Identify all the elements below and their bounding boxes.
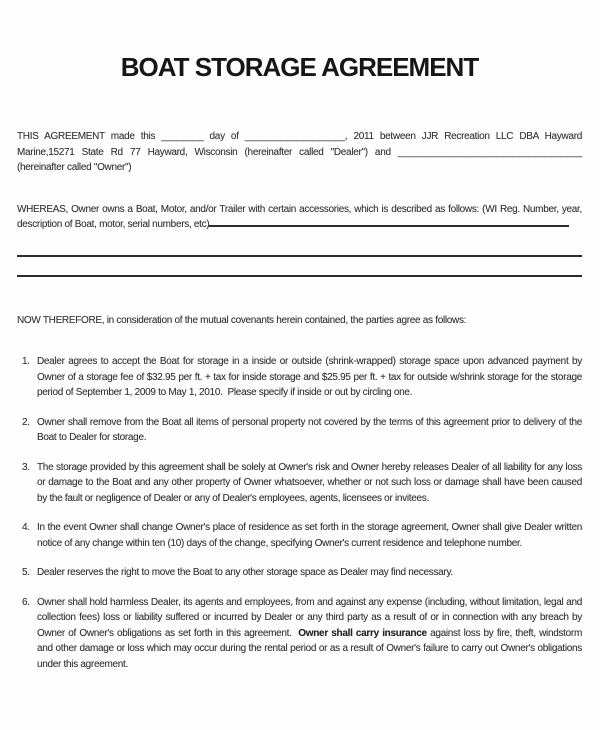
clause-3-number: 3. <box>22 461 30 473</box>
clause-1-text: Dealer agrees to accept the Boat for storage in a inside or outside (shrink-wrapped) storage space upon advanced payment by Owner of a storage fee of $32.95 per ft. + tax for inside storage and $25.95 per ft. + tax for outside w/shrink storage for the storage period of September 1, 2009 to May 1, 2010. Please specify if inside or out by circling one. <box>37 356 582 398</box>
description-blank-line <box>209 225 569 227</box>
clause-6-bold-insurance-text: Owner shall carry insurance <box>298 627 427 639</box>
document-content <box>0 52 600 672</box>
clause-6-text <box>37 595 582 673</box>
clause-6-text-before: Owner shall hold harmless Dealer, its agents and employees, from and against any expense (including, without limitation, legal and collection fees) loss or liability suffered or incurred by Dealer or any third party as a result of or in connection with any breach by Owner of Owner's obligations as set forth in this agreement. <box>37 596 582 639</box>
intro-paragraph: THIS AGREEMENT made this ________ day of ___________________, 2011 between JJR Recreation LLC DBA Hayward Marine,15271 State Rd 77 Hayward, Wisconsin (hereinafter called "Dealer") and ___________________________________ (hereinafter called "Owner") <box>17 131 582 173</box>
clause-list <box>17 354 582 672</box>
clause-4-number: 4. <box>22 522 30 533</box>
clause-4-text: In the event Owner shall change Owner's place of residence as set forth in the storage agreement, Owner shall give Dealer written notice of any change within ten (10) days of the change, specifying Owner's current residence and telephone number. <box>37 522 582 549</box>
blank-line-2 <box>17 275 582 277</box>
whereas-text: WHEREAS, Owner owns a Boat, Motor, and/or Trailer with certain accessories, which is described as follows: (WI Reg. Number, year, description of Boat, motor, serial numbers, etc) <box>17 203 582 230</box>
document-title: BOAT STORAGE AGREEMENT <box>120 52 479 82</box>
clause-3-text: The storage provided by this agreement shall be solely at Owner's risk and Owner hereby releases Dealer of all liability for any loss or damage to the Boat and any other property of Owner whatsoever, whether or not such loss or damage shall have been caused by the fault or negligence of Dealer or any of Dealer's employees, agents, licensees or invitees. <box>37 461 582 504</box>
clause-6 <box>17 595 582 673</box>
clause-5-text: Dealer reserves the right to move the Boat to any other storage space as Dealer may find necessary. <box>37 567 453 578</box>
clause-1-number: 1. <box>22 356 30 367</box>
clause-2-number: 2. <box>22 416 30 428</box>
now-therefore-paragraph: NOW THEREFORE, in consideration of the mutual covenants herein contained, the parties agree as follows: <box>17 314 467 326</box>
clause-5-number: 5. <box>22 567 30 578</box>
clause-2 <box>17 415 582 446</box>
clause-6-number: 6. <box>22 596 30 608</box>
clause-2-text: Owner shall remove from the Boat all items of personal property not covered by the terms of this agreement prior to delivery of the Boat to Dealer for storage. <box>37 416 582 443</box>
clause-4 <box>17 520 582 551</box>
whereas-paragraph <box>17 202 582 233</box>
blank-line-1 <box>17 255 582 257</box>
clause-3 <box>17 460 582 507</box>
clause-5 <box>17 565 582 581</box>
clause-1 <box>17 354 582 401</box>
clause-6-text-after: against loss by fire, theft, windstorm and other damage or loss which may occur during the rental period or as a result of Owner's failure to carry out Owner's obligations under this agreement. <box>37 627 582 670</box>
